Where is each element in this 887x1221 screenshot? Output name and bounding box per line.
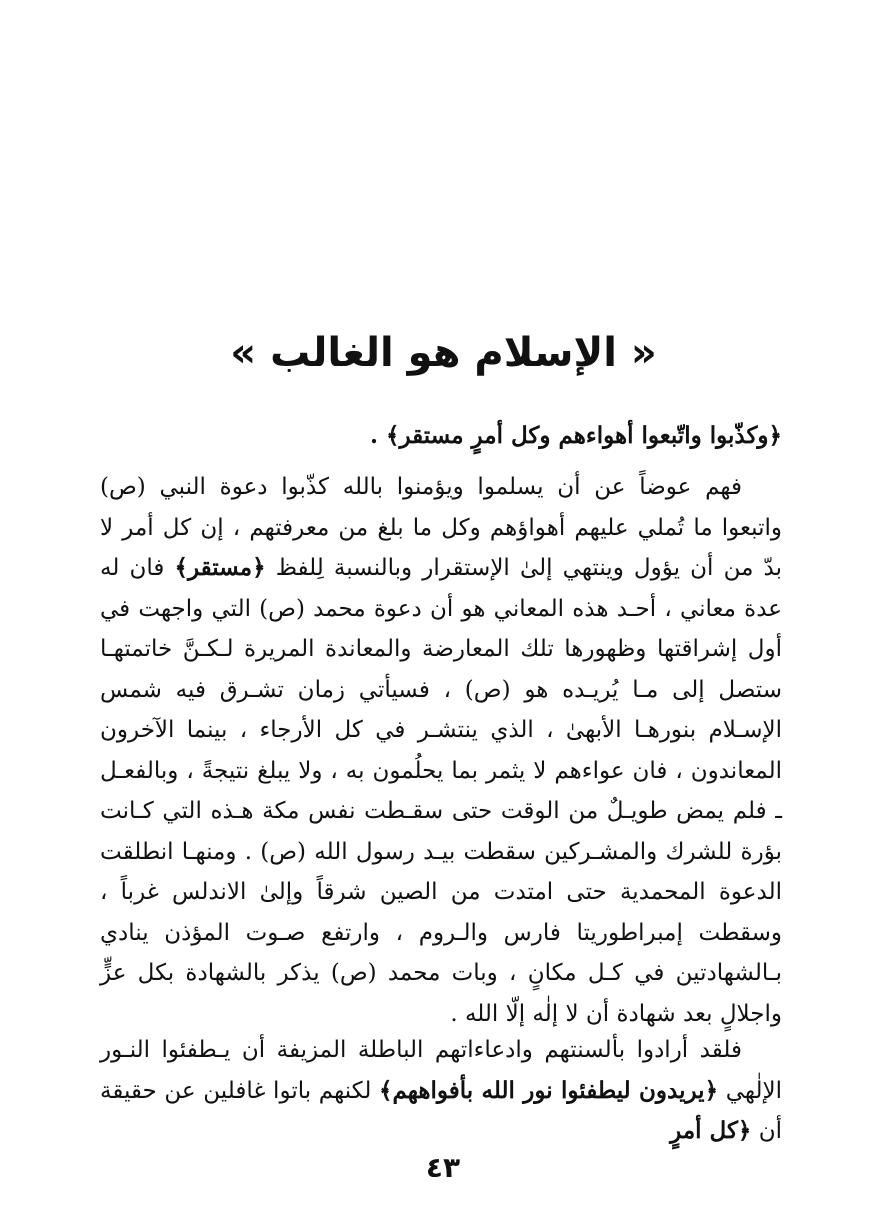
chapter-title: « الإسلام هو الغالب »	[230, 330, 657, 376]
opening-verse: ﴿وكذّبوا واتّبعوا أهواءهم وكل أمرٍ مستقر﴾ .	[369, 422, 782, 449]
paragraph-2-quran-quote-1: ﴿يريدون ليطفئوا نور الله بأفواههم﴾	[379, 1076, 719, 1104]
paragraph-1-quran-quote: ﴿مستقر﴾	[174, 554, 266, 581]
paragraph-2-quran-quote-2: ﴿كل أمرٍ	[670, 1117, 752, 1144]
paragraph-1-text-a: فهم عوضاً عن أن يسلموا ويؤمنوا بالله كذّبوا دعوة النبي (ص) واتبعوا ما تُملي عليهم أهواؤهم وكل ما بلغ من معرفتهم ، إن كل أمر لا بدّ من أن يؤول وينتهي إلىٰ الإستقرار وبالنسبة لِلفظ	[100, 474, 782, 581]
page-number: ٤٣	[425, 1151, 461, 1184]
body-paragraph-2	[100, 1030, 782, 1152]
paragraph-1-text-b: فان له عدة معاني ، أحـد هذه المعاني هو أن دعوة محمد (ص) التي واجهت في أول إشراقتها وظهورها تلك المعارضة والمعاندة المريرة لـكـنَّ خاتمتهـا ستصل إلى مـا يُريـده هو (ص) ، فسيأتي زمان تشـرق فيه شمس الإسـلام بنورهـا الأبهىٰ ، الذي ينتشـر في كل الأرجاء ، بينما الآخرون المعاندون ، فان عواءهم لا يثمر بما يحلُمون به ، ولا يبلغ نتيجةً ، وبالفعـل ـ فلم يمض طويـلٌ من الوقت حتى سقـطت نفس مكة هـذه التي كـانت بؤرة للشرك والمشـركين سقطت بيـد رسول الله (ص) . ومنهـا انطلقت الدعوة المحمدية حتى امتدت من الصين شرقاً وإلىٰ الاندلس غرباً ، وسقطت إمبراطوريتا فارس والـروم ، وارتفع صـوت المؤذن ينادي بـالشهادتين في كـل مكانٍ ، وبات محمد (ص) يذكر بالشهادة بكل عزٍّ واجلالٍ بعد شهادة أن لا إلٰه إلّا الله .	[100, 555, 782, 1027]
paragraph-2-text-a: فلقد أرادوا بألسنتهم وادعاءاتهم الباطلة المزيفة أن يـطفئوا النـور الإلٰهي	[100, 1037, 783, 1104]
paragraph-2-text-b: لكنهم باتوا غافلين عن حقيقة أن	[100, 1077, 782, 1144]
body-paragraph-1	[100, 467, 782, 1034]
